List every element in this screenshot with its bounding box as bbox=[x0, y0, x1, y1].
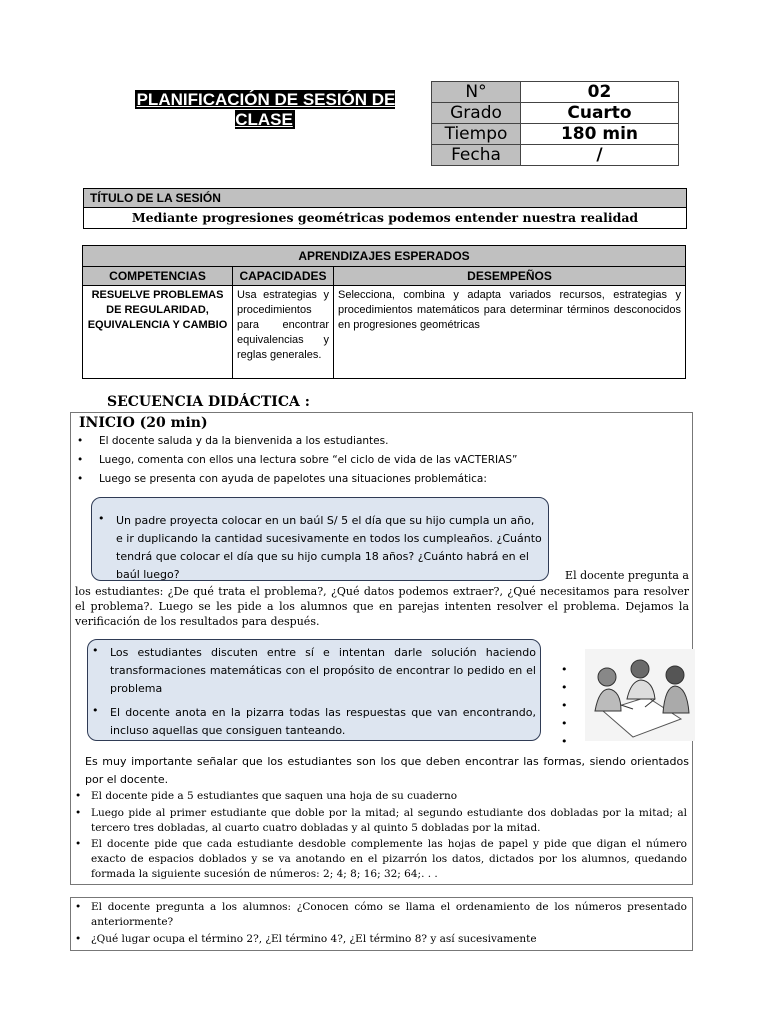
bullet-icon: • bbox=[561, 735, 568, 748]
bullet-icon: • bbox=[77, 435, 84, 447]
bullet-icon: • bbox=[561, 681, 568, 694]
inicio-title: INICIO (20 min) bbox=[79, 415, 208, 431]
bullet-icon: • bbox=[561, 699, 568, 712]
session-title: Mediante progresiones geométricas podemos entender nuestra realidad bbox=[131, 210, 639, 225]
bullet-icon: • bbox=[77, 473, 84, 485]
col-capacidades: CAPACIDADES bbox=[233, 267, 334, 286]
bullet-icon: • bbox=[98, 512, 105, 525]
bullet-column bbox=[561, 661, 568, 751]
para1-start: El docente pregunta a bbox=[565, 569, 689, 582]
info-row-numero: N° 02 bbox=[432, 82, 679, 103]
bullet-icon: • bbox=[92, 644, 99, 657]
bullet-icon: • bbox=[561, 717, 568, 730]
para1: los estudiantes: ¿De qué trata el problema?, ¿Qué datos podemos extraer?, ¿Qué necesitamos para resolver el problema?. Luego se les pide a los alumnos que en parejas intenten resolver el problema. Dejamos la verificación de los resultados para después. bbox=[75, 585, 689, 628]
col-desempenos: DESEMPEÑOS bbox=[334, 267, 686, 286]
para2: Es muy importante señalar que los estudiantes son los que deben encontrar las formas, siendo orientados por el docente. bbox=[85, 755, 689, 786]
bullet-icon: • bbox=[75, 790, 82, 802]
bullet-icon: • bbox=[561, 663, 568, 676]
bullet-icon: • bbox=[75, 901, 82, 913]
bullet-icon: • bbox=[77, 454, 84, 466]
secuencia-title: SECUENCIA DIDÁCTICA : bbox=[107, 394, 310, 410]
bullet-icon: • bbox=[75, 807, 82, 819]
bullet-icon: • bbox=[75, 933, 82, 945]
problem-text: Un padre proyecta colocar en un baúl S/ 5 el día que su hijo cumpla un año, e ir duplicando la cantidad sucesivamente en todos los cumpleaños. ¿Cuánto tendrá que colocar el día que su hijo cumpla 18 años? ¿Cuánto habrá en el baúl luego? bbox=[116, 514, 542, 581]
col-competencias: COMPETENCIAS bbox=[83, 267, 233, 286]
info-table bbox=[431, 81, 679, 166]
problem-box bbox=[91, 497, 549, 581]
students-illustration-icon bbox=[585, 649, 695, 741]
bullet-icon: • bbox=[92, 704, 99, 717]
bullet-icon: • bbox=[75, 838, 82, 850]
desempeno-cell: Selecciona, combina y adapta variados recursos, estrategias y procedimientos matemáticos para determinar términos desconocidos en progresiones geométricas bbox=[334, 286, 686, 379]
session-title-box bbox=[83, 188, 687, 229]
capacidad-cell: Usa estrategias y procedimientos para encontrar equivalencias y reglas generales. bbox=[233, 286, 334, 379]
aprendizajes-header: APRENDIZAJES ESPERADOS bbox=[83, 246, 686, 267]
info-row-fecha: Fecha / bbox=[432, 145, 679, 166]
questions-box: • El docente pregunta a los alumnos: ¿Conocen cómo se llama el ordenamiento de los números presentado anteriormente? • ¿Qué lugar ocupa el término 2?, ¿El término 4?, ¿El término 8? y así sucesivamente bbox=[70, 897, 693, 951]
aprendizajes-table bbox=[82, 245, 686, 379]
inicio-section: INICIO (20 min) • El docente saluda y da la bienvenida a los estudiantes. • Luego, comenta con ellos una lectura sobre “el ciclo de vida de las vACTERIAS” • Luego se presenta con ayuda de papelotes una situaciones problemática: • Un padre proyecta colocar en un baúl S/ 5 el día que su hijo cumpla un año, e ir duplicando la cantidad sucesivamente en todos los cumpleaños. ¿Cuánto tendrá que colocar el día que su hijo cumpla 18 años? ¿Cuánto habrá en el baúl luego? El docente pregunta a los estudiantes: ¿De qué trata el problema?, ¿Qué datos podemos extraer?, ¿Qué necesitamos para resolver el problema?. Luego se les pide a los alumnos que en parejas intenten resolver el problema. Dejamos la verificación de los resultados para después. • Los estudiantes discuten entre sí e intentan darle solución haciendo transformaciones matemáticas con el propósito de encontrar lo pedido en el problema • El docente anota en la pizarra todas las respuestas que van encontrando, incluso aquellas que consiguen tanteando. • • • • • Es muy importante señalar que los estudiantes son los que deben encontrar las formas, siendo orientados por el docente. • El docente pide a 5 estudiantes que saquen una hoja de su cuaderno • Luego pide al primer estudiante que doble por la mitad; al segundo estudiante dos dobladas por la mitad; al tercero tres dobladas, al cuarto cuatro dobladas y al quinto 5 dobladas por la mitad. • El docente pide que cada estudiante desdoble complemente las hojas de papel y pide que digan el número exacto de espacios doblados y se va anotando en el pizarrón los datos, dictados por los alumnos, quedando formada la siguiente sucesión de números: 2; 4; 8; 16; 32; 64;. . . bbox=[70, 412, 693, 885]
competencia-cell: RESUELVE PROBLEMAS DE REGULARIDAD, EQUIVALENCIA Y CAMBIO bbox=[83, 286, 233, 379]
info-row-grado: Grado Cuarto bbox=[432, 103, 679, 124]
info-row-tiempo: Tiempo 180 min bbox=[432, 124, 679, 145]
page-title: PLANIFICACIÓN DE SESIÓN DE CLASE bbox=[136, 90, 396, 129]
session-header: TÍTULO DE LA SESIÓN bbox=[84, 189, 686, 208]
discussion-box: • Los estudiantes discuten entre sí e intentan darle solución haciendo transformaciones matemáticas con el propósito de encontrar lo pedido en el problema • El docente anota en la pizarra todas las respuestas que van encontrando, incluso aquellas que consiguen tanteando. bbox=[87, 639, 541, 741]
